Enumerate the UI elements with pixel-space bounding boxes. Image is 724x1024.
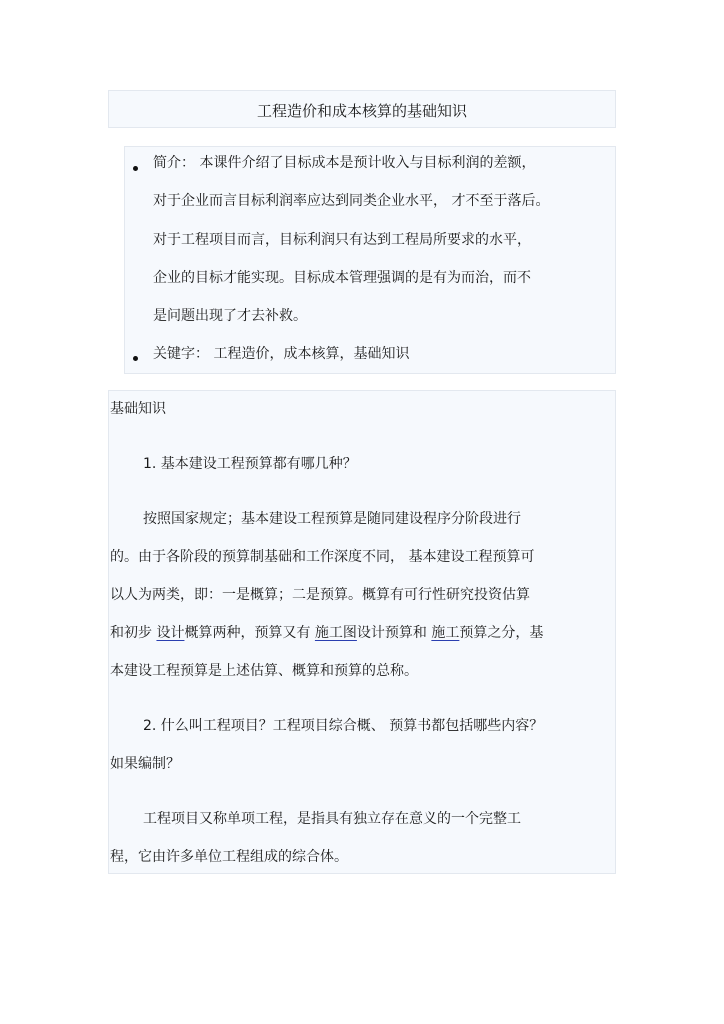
text-segment: 概算两种，预算又有 — [184, 625, 315, 641]
bullet-icon — [133, 166, 138, 171]
paragraph-line: 的。由于各阶段的预算制基础和工作深度不同， 基本建设工程预算可 — [110, 549, 535, 565]
bullet-icon — [133, 356, 138, 361]
paragraph-line: 以人为两类，即：一是概算；二是预算。概算有可行性研究投资估算 — [110, 587, 530, 603]
link-construction[interactable]: 施工 — [431, 625, 460, 641]
question-1: 1. 基本建设工程预算都有哪几种？ — [143, 456, 357, 472]
text-segment: 和初步 — [110, 625, 157, 641]
paragraph-line: 按照国家规定；基本建设工程预算是随同建设程序分阶段进行 — [143, 511, 521, 527]
paragraph-line: 本建设工程预算是上述估算、概算和预算的总称。 — [110, 663, 418, 679]
summary-panel — [124, 146, 616, 374]
text-segment: 预算之分，基 — [459, 625, 544, 641]
text-segment: 设计预算和 — [356, 625, 432, 641]
summary-line: 是问题出现了才去补救。 — [153, 308, 307, 324]
link-design[interactable]: 设计 — [156, 625, 185, 641]
link-construction-drawing[interactable]: 施工图 — [314, 625, 357, 641]
summary-line: 企业的目标才能实现。目标成本管理强调的是有为而治，而不 — [153, 270, 531, 286]
title-panel — [108, 90, 616, 128]
summary-line: 简介： 本课件介绍了目标成本是预计收入与目标利润的差额， — [153, 155, 536, 171]
question-2-continued: 如果编制？ — [110, 756, 180, 772]
paragraph-line: 工程项目又称单项工程，是指具有独立存在意义的一个完整工 — [143, 811, 521, 827]
summary-line: 对于工程项目而言，目标利润只有达到工程局所要求的水平， — [153, 232, 531, 248]
keywords-line: 关键字： 工程造价，成本核算，基础知识 — [153, 346, 410, 362]
question-2: 2. 什么叫工程项目？工程项目综合概、 预算书都包括哪些内容？ — [143, 718, 544, 734]
summary-line: 对于企业而言目标利润率应达到同类企业水平， 才不至于落后。 — [153, 193, 550, 209]
paragraph-line: 程，它由许多单位工程组成的综合体。 — [110, 849, 348, 865]
section-heading: 基础知识 — [110, 401, 166, 417]
paragraph-line — [110, 624, 543, 642]
document-title: 工程造价和成本核算的基础知识 — [256, 102, 467, 120]
